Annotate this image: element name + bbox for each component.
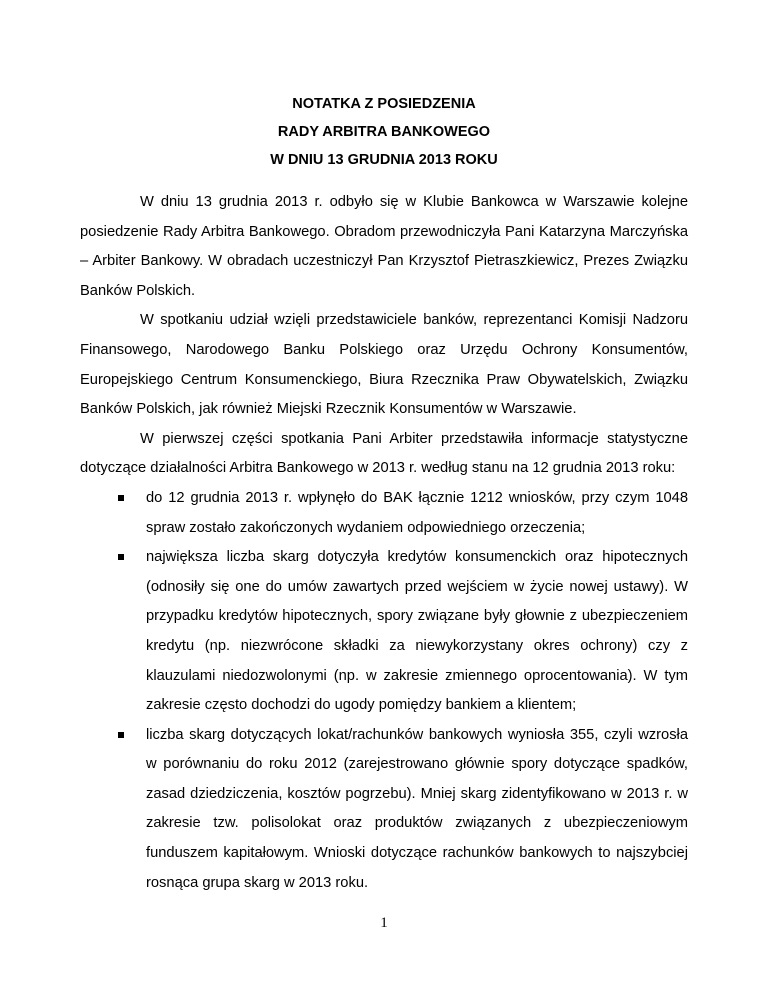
list-item xyxy=(80,484,688,543)
paragraph-2: W spotkaniu udział wzięli przedstawiciele banków, reprezentanci Komisji Nadzoru Finansowego, Narodowego Banku Polskiego oraz Urzędu Ochrony Konsumentów, Europejskiego Centrum Konsumenckiego, Biura Rzecznika Praw Obywatelskich, Związku Banków Polskich, jak również Miejski Rzecznik Konsumentów w Warszawie. xyxy=(80,312,688,418)
title-line-2: RADY ARBITRA BANKOWEGO xyxy=(277,124,491,140)
statistics-list xyxy=(80,484,688,898)
list-item-text: liczba skarg dotyczących lokat/rachunków bankowych wyniosła 355, czyli wzrosła w porównaniu do roku 2012 (zarejestrowano głównie spory dotyczące spadków, zasad dziedziczenia, kosztów pogrzebu). Mniej skarg zidentyfikowano w 2013 r. w zakresie tzw. polisolokat oraz produktów związanych z ubezpieczeniowym funduszem kapitałowym. Wnioski dotyczące rachunków bankowych to najszybciej rosnąca grupa skarg w 2013 roku. xyxy=(146,726,688,891)
square-bullet-icon xyxy=(118,732,124,738)
document-title xyxy=(0,90,768,174)
page-number: 1 xyxy=(380,915,388,931)
title-line-3: W DNIU 13 GRUDNIA 2013 ROKU xyxy=(270,152,498,168)
title-line-1: NOTATKA Z POSIEDZENIA xyxy=(292,96,476,112)
list-item-text: największa liczba skarg dotyczyła kredytów konsumenckich oraz hipotecznych (odnosiły się one do umów zawartych przed wejściem w życie nowej ustawy). W przypadku kredytów hipotecznych, spory związane były głownie z ubezpieczeniem kredytu (np. niezwrócone składki za niewykorzystany okres ochrony) czy z klauzulami niedozwolonymi (np. w zakresie zmiennego oprocentowania). W tym zakresie często dochodzi do ugody pomiędzy bankiem a klientem; xyxy=(146,549,688,714)
paragraph-3: W pierwszej części spotkania Pani Arbiter przedstawiła informacje statystyczne dotyczące działalności Arbitra Bankowego w 2013 r. według stanu na 12 grudnia 2013 roku: xyxy=(80,430,688,477)
square-bullet-icon xyxy=(118,495,124,501)
paragraph-1: W dniu 13 grudnia 2013 r. odbyło się w Klubie Bankowca w Warszawie kolejne posiedzenie Rady Arbitra Bankowego. Obradom przewodniczyła Pani Katarzyna Marczyńska – Arbiter Bankowy. W obradach uczestniczył Pan Krzysztof Pietraszkiewicz, Prezes Związku Banków Polskich. xyxy=(80,194,688,299)
document-body xyxy=(80,188,688,898)
square-bullet-icon xyxy=(118,554,124,560)
list-item xyxy=(80,543,688,721)
list-item-text: do 12 grudnia 2013 r. wpłynęło do BAK łącznie 1212 wniosków, przy czym 1048 spraw zostało zakończonych wydaniem odpowiedniego orzeczenia; xyxy=(146,489,688,536)
list-item xyxy=(80,721,688,899)
